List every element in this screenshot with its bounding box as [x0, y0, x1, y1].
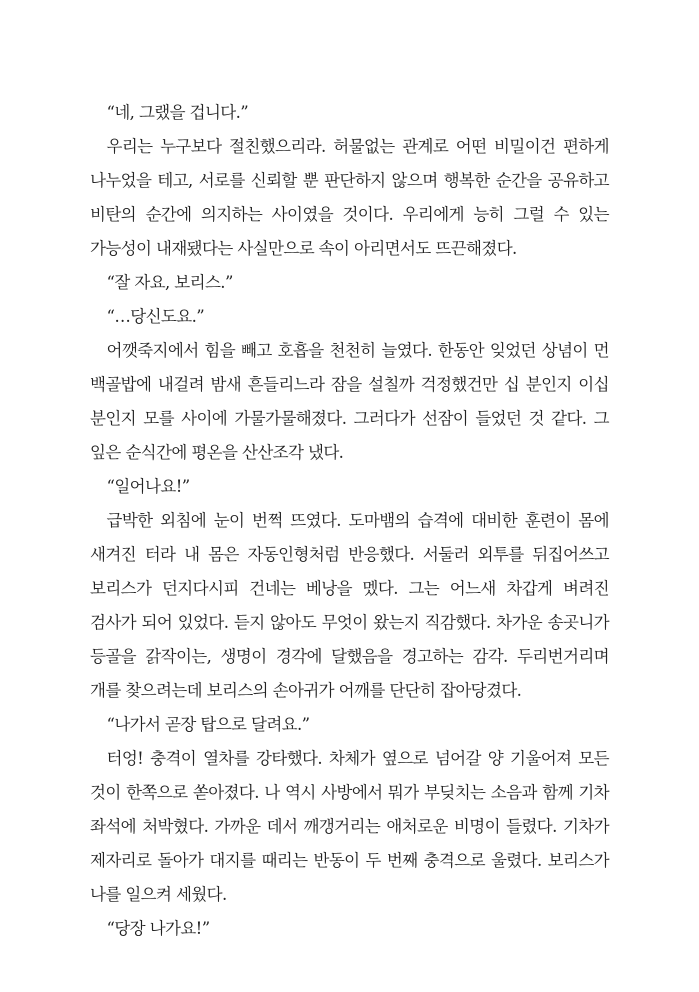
dialogue-line: “나가서 곧장 탑으로 달려요.”: [106, 715, 310, 734]
narration-paragraph: 어깻죽지에서 힘을 빼고 호흡을 천천히 늘였다. 한동안 잊었던 상념이 먼 백골밥에 내걸려 밤새 흔들리느라 잠을 설칠까 걱정했건만 십 분인지 이십 분인지 모를 사이에 가물가물해졌다. 그러다가 선잠이 들었던 것 같다. 그 잎은 순식간에 평온을 산산조각 냈다.: [90, 341, 609, 462]
narration-paragraph: 터엉! 충격이 열차를 강타했다. 차체가 옆으로 넘어갈 양 기울어져 모든 것이 한쪽으로 쏟아졌다. 나 역시 사방에서 뭐가 부딪치는 소음과 함께 기차 좌석에 처박혔다. 가까운 데서 깨갱거리는 애처로운 비명이 들렸다. 기차가 제자리로 돌아가 대지를 때리는 반동이 두 번째 충격으로 울렸다. 보리스가 나를 일으켜 세웠다.: [90, 749, 609, 904]
dialogue-line: “네, 그랬을 겁니다.”: [106, 103, 249, 122]
dialogue-line: “당장 나가요!”: [106, 919, 210, 938]
dialogue-line: “…당신도요.”: [106, 307, 205, 326]
narration-paragraph: 우리는 누구보다 절친했으리라. 허물없는 관계로 어떤 비밀이건 편하게 나누었을 테고, 서로를 신뢰할 뿐 판단하지 않으며 행복한 순간을 공유하고 비탄의 순간에 의지하는 사이였을 것이다. 우리에게 능히 그럴 수 있는 가능성이 내재됐다는 사실만으로 속이 아리면서도 뜨끈해졌다.: [90, 137, 609, 258]
dialogue-line: “일어나요!”: [106, 477, 190, 496]
dialogue-line: “잘 자요, 보리스.”: [106, 273, 233, 292]
narration-paragraph: 급박한 외침에 눈이 번쩍 뜨였다. 도마뱀의 습격에 대비한 훈련이 몸에 새겨진 터라 내 몸은 자동인형처럼 반응했다. 서둘러 외투를 뒤집어쓰고 보리스가 던지다시피 건네는 베낭을 멨다. 그는 어느새 차갑게 벼려진 검사가 되어 있었다. 듣지 않아도 무엇이 왔는지 직감했다. 차가운 송곳니가 등골을 갉작이는, 생명이 경각에 달했음을 경고하는 감각. 두리번거리며 개를 찾으려는데 보리스의 손아귀가 어깨를 단단히 잡아당겼다.: [90, 511, 609, 700]
page-body: [90, 96, 609, 946]
